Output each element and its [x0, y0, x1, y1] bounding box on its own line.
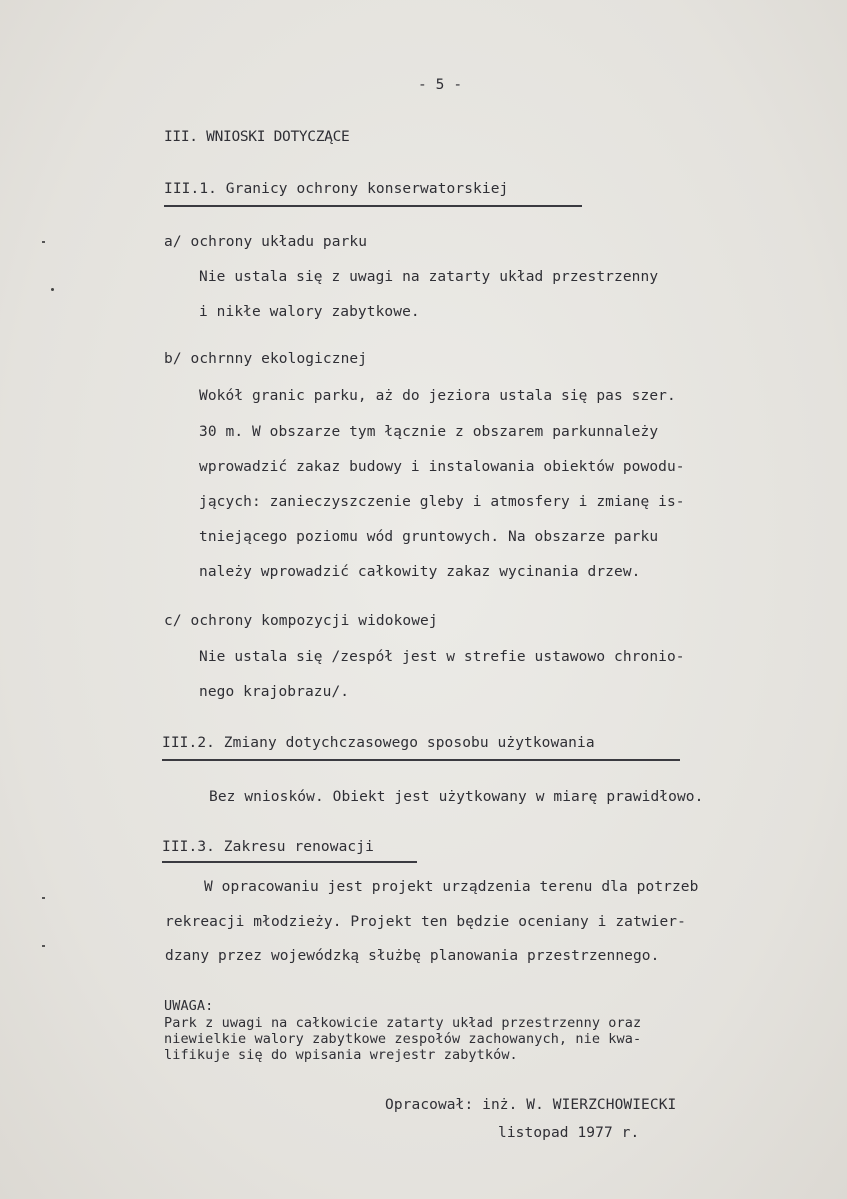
section-3-line: dzany przez wojewódzką służbę planowania przestrzennego.: [165, 948, 660, 964]
section-1-underline: [164, 205, 582, 207]
page-number: - 5 -: [418, 77, 463, 93]
note-label: UWAGA:: [164, 998, 214, 1014]
section-3-line: rekreacji młodzieży. Projekt ten będzie oceniany i zatwier-: [165, 914, 686, 930]
section-2-text: Bez wniosków. Obiekt jest użytkowany w miarę prawidłowo.: [209, 789, 704, 805]
item-b-line: wprowadzić zakaz budowy i instalowania obiektów powodu-: [199, 459, 685, 475]
margin-mark: [42, 241, 45, 243]
section-heading: III. WNIOSKI DOTYCZĄCE: [164, 129, 350, 145]
section-1-heading: III.1. Granicy ochrony konserwatorskiej: [164, 181, 509, 197]
item-c-line: nego krajobrazu/.: [199, 684, 350, 700]
section-3-heading: III.3. Zakresu renowacji: [162, 839, 374, 855]
section-2-underline: [162, 759, 680, 761]
section-3-underline: [162, 861, 417, 863]
margin-mark: [51, 288, 54, 291]
section-3-line: W opracowaniu jest projekt urządzenia terenu dla potrzeb: [204, 879, 699, 895]
item-a-label: a/ ochrony układu parku: [164, 234, 368, 250]
item-a-line: i nikłe walory zabytkowe.: [199, 304, 420, 320]
item-c-line: Nie ustala się /zespół jest w strefie ustawowo chronio-: [199, 649, 685, 665]
item-b-line: 30 m. W obszarze tym łącznie z obszarem parkunnależy: [199, 424, 659, 440]
note-line: niewielkie walory zabytkowe zespołów zachowanych, nie kwa-: [164, 1031, 642, 1047]
signature-author: Opracował: inż. W. WIERZCHOWIECKI: [385, 1097, 677, 1113]
item-b-line: Wokół granic parku, aż do jeziora ustala się pas szer.: [199, 388, 676, 404]
item-b-line: tniejącego poziomu wód gruntowych. Na obszarze parku: [199, 529, 659, 545]
item-a-line: Nie ustala się z uwagi na zatarty układ przestrzenny: [199, 269, 659, 285]
item-c-label: c/ ochrony kompozycji widokowej: [164, 613, 438, 629]
section-2-heading: III.2. Zmiany dotychczasowego sposobu użytkowania: [162, 735, 595, 751]
margin-mark: [42, 897, 45, 899]
note-line: Park z uwagi na całkowicie zatarty układ przestrzenny oraz: [164, 1015, 642, 1031]
item-b-line: jących: zanieczyszczenie gleby i atmosfery i zmianę is-: [199, 494, 685, 510]
item-b-line: należy wprowadzić całkowity zakaz wycinania drzew.: [199, 564, 641, 580]
note-line: lifikuje się do wpisania wrejestr zabytków.: [164, 1047, 518, 1063]
signature-date: listopad 1977 r.: [498, 1125, 640, 1141]
item-b-label: b/ ochrnny ekologicznej: [164, 351, 368, 367]
margin-mark: [42, 945, 45, 947]
